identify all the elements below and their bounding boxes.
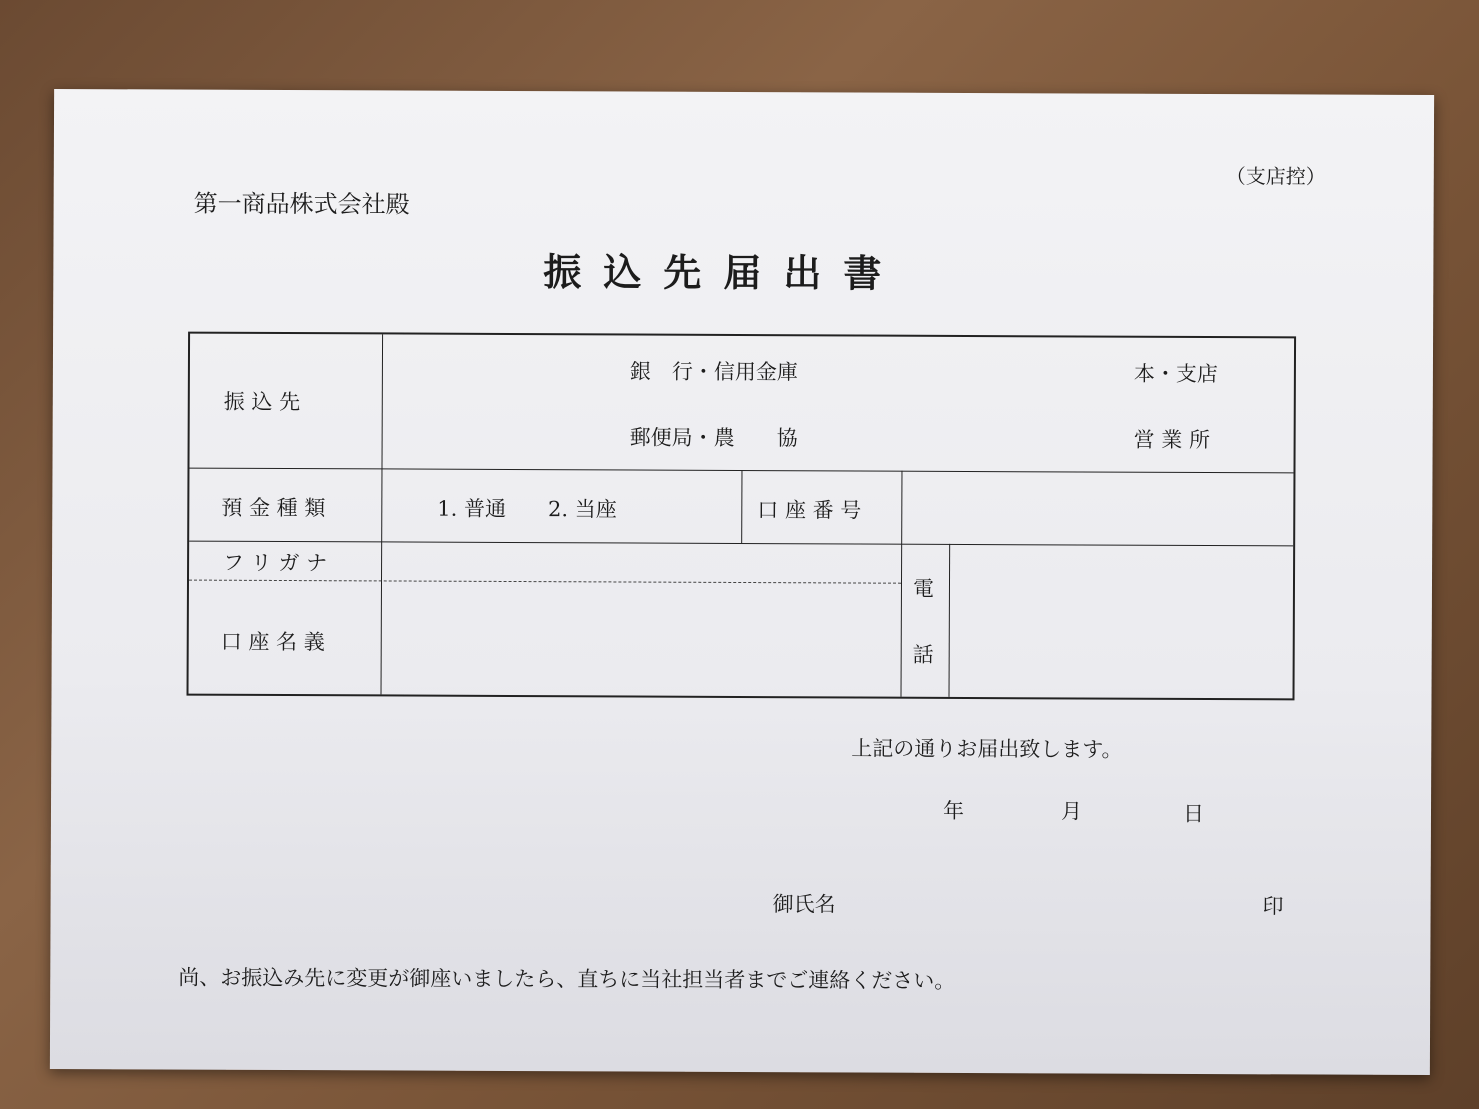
account-holder-label: 口 座 名 義 [220, 629, 325, 655]
copy-label: （支店控） [1225, 164, 1326, 189]
date-month-label: 月 [1060, 799, 1083, 824]
transfer-form-table [186, 332, 1296, 701]
bank-label: 振 込 先 [223, 389, 301, 415]
column-divider [949, 544, 951, 697]
column-divider [381, 334, 384, 694]
deposit-type-options[interactable]: 1. 普通 2. 当座 [437, 496, 617, 522]
form-sheet [50, 89, 1434, 1075]
document-title: 振込先届出書 [543, 249, 904, 296]
branch-type-line1: 本・支店 [1133, 361, 1218, 387]
column-divider [901, 471, 903, 697]
phone-label-bottom: 話 [912, 642, 934, 667]
phone-label-top: 電 [912, 576, 935, 601]
column-divider [741, 470, 742, 543]
footer-note: 尚、お振込み先に変更が御座いましたら、直ちに当社担当者までご連絡ください。 [178, 965, 956, 993]
furigana-label: フ リ ガ ナ [223, 550, 328, 576]
date-year-label: 年 [942, 798, 965, 823]
bank-type-line1: 銀 行・信用金庫 [629, 359, 798, 385]
date-day-label: 日 [1182, 801, 1205, 827]
name-label: 御氏名 [772, 892, 836, 917]
declaration-text: 上記の通りお届出致します。 [851, 736, 1123, 762]
furigana-divider [189, 580, 901, 584]
account-number-label: 口 座 番 号 [757, 498, 862, 523]
recipient-company: 第一商品株式会社殿 [193, 189, 410, 219]
seal-label: 印 [1262, 894, 1284, 919]
bank-type-line2: 郵便局・農 協 [629, 425, 798, 451]
branch-type-line2: 営 業 所 [1133, 427, 1211, 453]
deposit-type-label: 預 金 種 類 [221, 495, 326, 521]
